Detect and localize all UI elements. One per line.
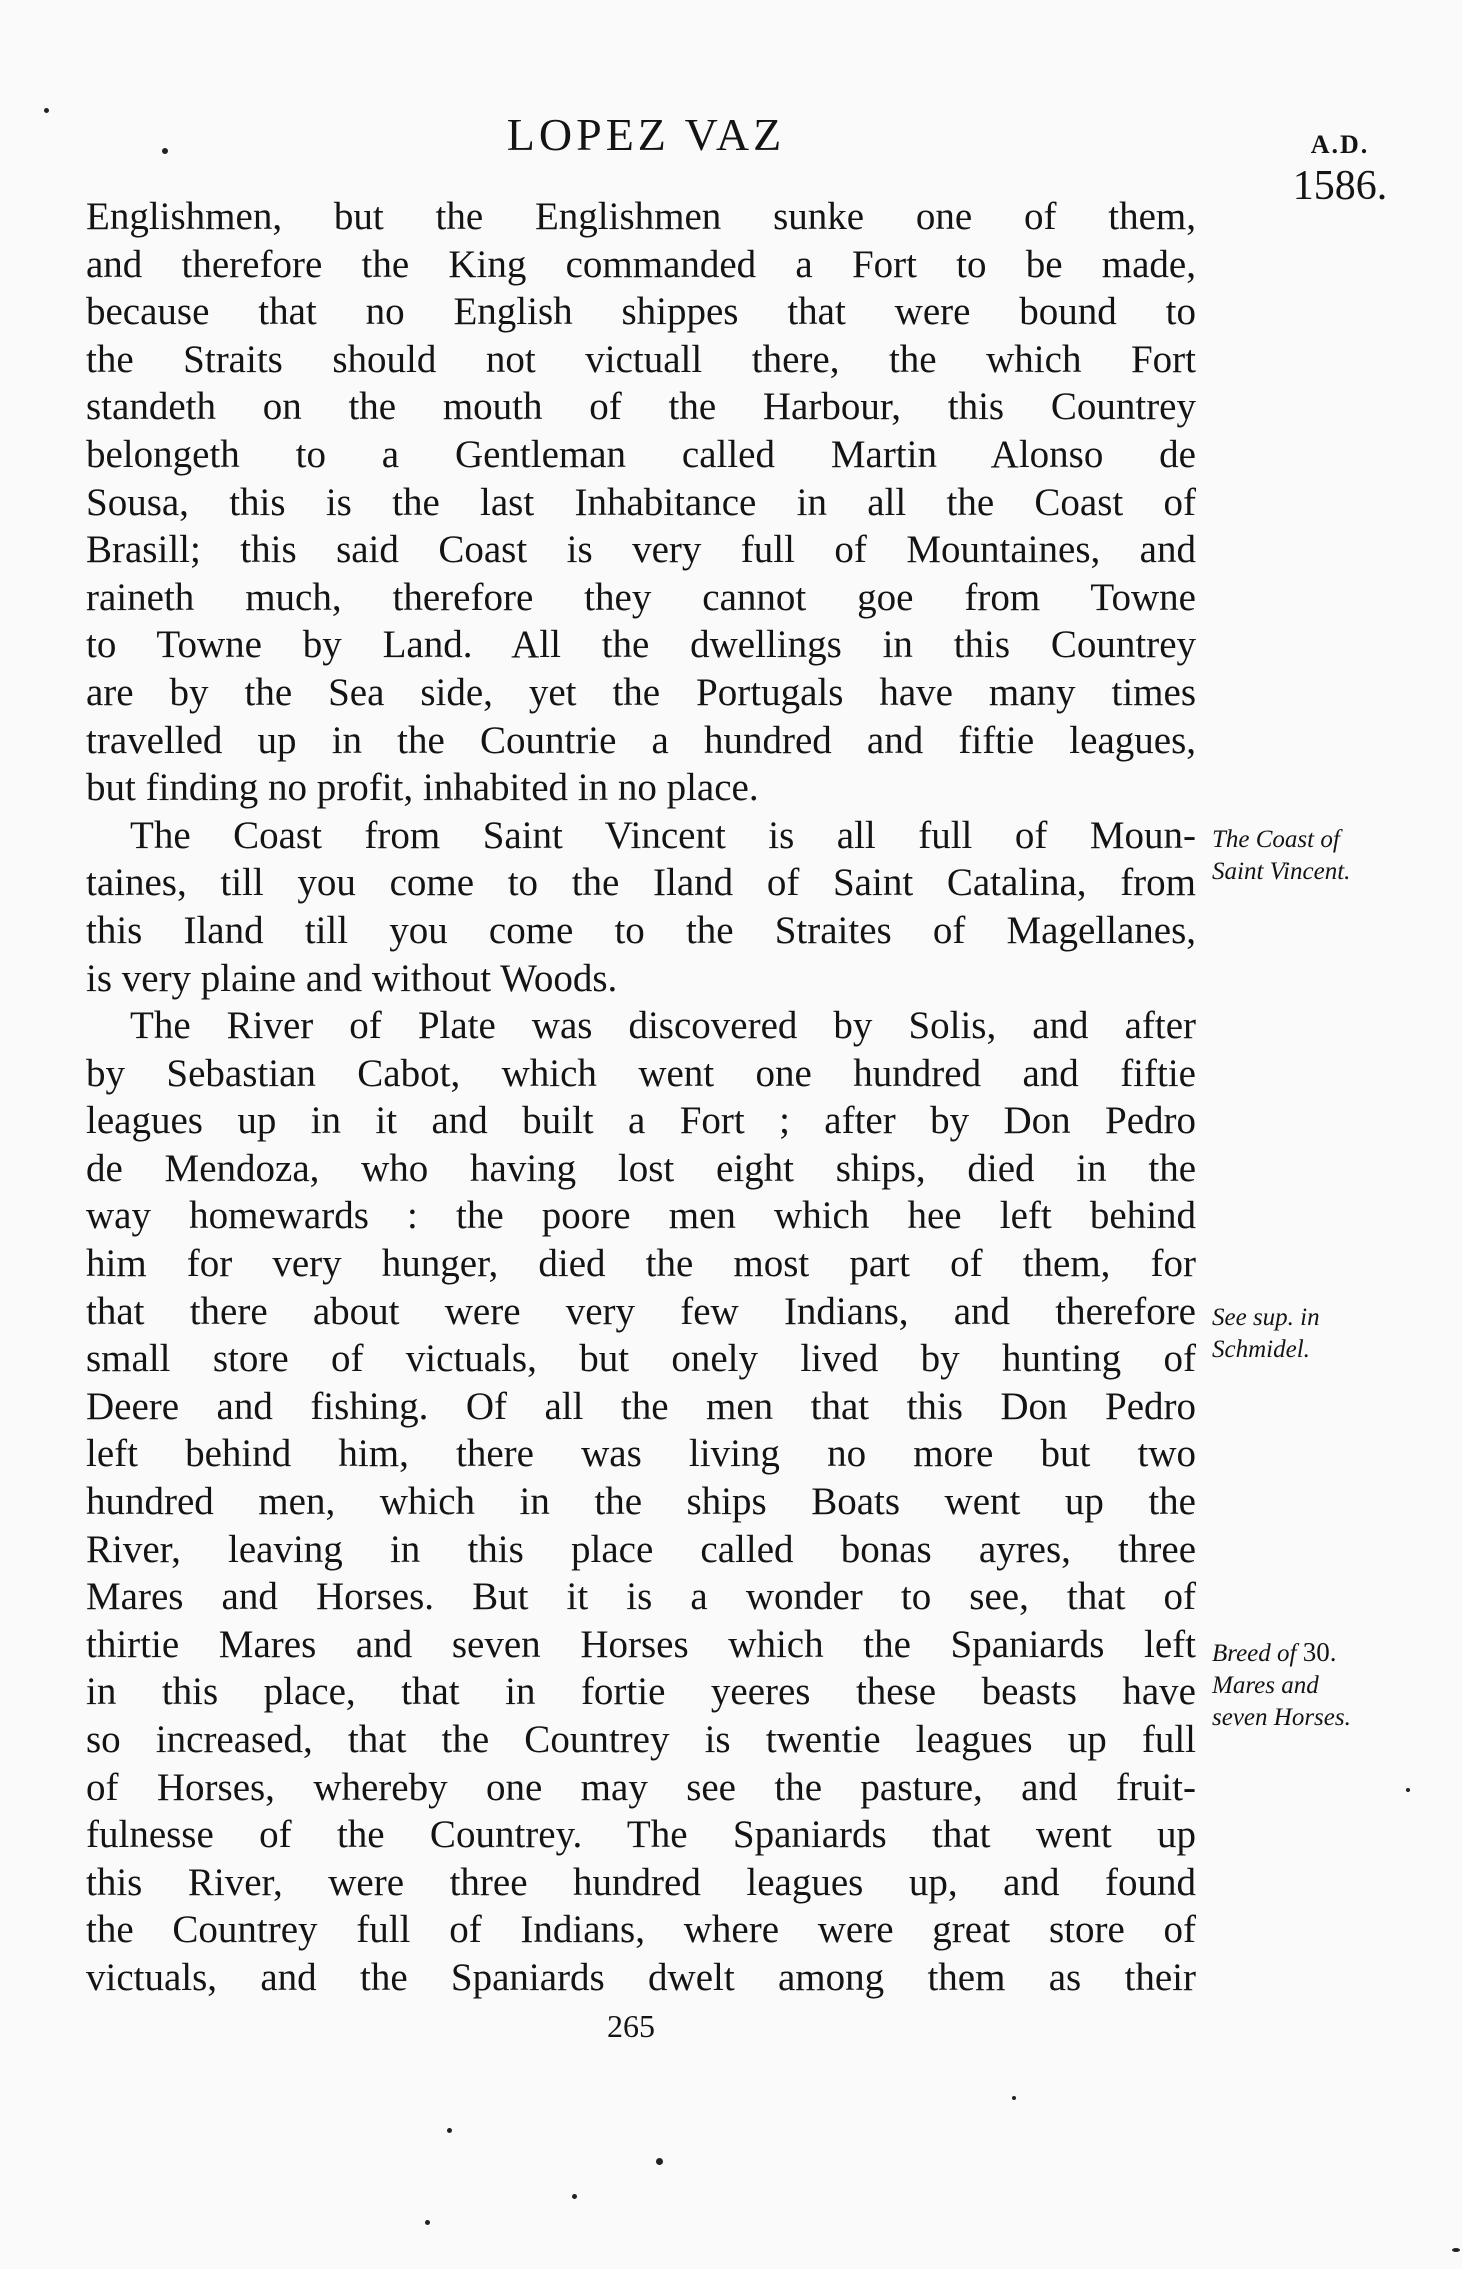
margin-date bbox=[1260, 130, 1420, 210]
body-text bbox=[86, 193, 1196, 2002]
year-label: 1586. bbox=[1292, 163, 1388, 209]
scan-speck bbox=[1452, 2248, 1460, 2252]
text-line: River, leaving in this place called bonas ayres, three bbox=[86, 1527, 1196, 1571]
text-line: belongeth to a Gentleman called Martin Alonso de bbox=[86, 432, 1196, 476]
text-line: but finding no profit, inhabited in no place. bbox=[86, 766, 759, 810]
text-line: of Horses, whereby one may see the pasture, and fruit- bbox=[86, 1765, 1196, 1809]
text-line: to Towne by Land. All the dwellings in this Countrey bbox=[86, 623, 1196, 667]
era-label: A.D. bbox=[1310, 130, 1370, 159]
text-line: Mares and Horses. But it is a wonder to see, that of bbox=[86, 1575, 1196, 1619]
sidenote-italic: Breed of bbox=[1212, 1640, 1297, 1667]
scan-speck bbox=[1406, 1788, 1410, 1792]
page-number: 265 bbox=[607, 2008, 655, 2044]
scan-speck bbox=[162, 148, 168, 154]
text-line: taines, till you come to the Iland of Saint Catalina, from bbox=[86, 861, 1196, 905]
text-line: are by the Sea side, yet the Portugals have many times bbox=[86, 670, 1196, 714]
scan-speck bbox=[447, 2128, 452, 2133]
scan-speck bbox=[656, 2158, 663, 2165]
text-line: so increased, that the Countrey is twentie leagues up full bbox=[86, 1718, 1196, 1761]
text-line: him for very hunger, died the most part of them, for bbox=[86, 1242, 1196, 1286]
text-line: Englishmen, but the Englishmen sunke one of them, bbox=[86, 195, 1196, 238]
text-line: The Coast from Saint Vincent is all full of Moun- bbox=[130, 813, 1196, 857]
sidenote-line: The Coast of bbox=[1212, 826, 1340, 853]
sidenote-breed-of-mares bbox=[1212, 1636, 1442, 1734]
sidenote-line: Saint Vincent. bbox=[1212, 858, 1351, 885]
text-line: that there about were very few Indians, and therefore bbox=[86, 1289, 1196, 1333]
running-head-title: LOPEZ VAZ bbox=[506, 109, 786, 160]
text-line: this River, were three hundred leagues up, and found bbox=[86, 1860, 1196, 1904]
text-line: way homewards : the poore men which hee left behind bbox=[86, 1194, 1196, 1238]
scan-speck bbox=[1012, 2096, 1016, 2100]
text-line: fulnesse of the Countrey. The Spaniards that went up bbox=[86, 1813, 1196, 1857]
text-line: raineth much, therefore they cannot goe from Towne bbox=[86, 575, 1196, 619]
scan-speck bbox=[572, 2194, 577, 2199]
text-line: Brasill; this said Coast is very full of Mountaines, and bbox=[86, 528, 1196, 572]
text-line: by Sebastian Cabot, which went one hundred and fiftie bbox=[86, 1051, 1196, 1095]
sidenote-coast-of-saint-vincent bbox=[1212, 824, 1442, 888]
sidenote-number: 30. bbox=[1302, 1637, 1337, 1667]
scan-speck bbox=[425, 2220, 430, 2225]
text-line: and therefore the King commanded a Fort to be made, bbox=[86, 242, 1196, 286]
text-line: de Mendoza, who having lost eight ships, died in the bbox=[86, 1146, 1196, 1190]
sidenote-line: Mares and bbox=[1212, 1672, 1319, 1699]
text-line: hundred men, which in the ships Boats went up the bbox=[86, 1480, 1196, 1524]
text-line: the Straits should not victuall there, the which Fort bbox=[86, 337, 1196, 381]
text-line: because that no English shippes that were bound to bbox=[86, 290, 1196, 334]
text-line: The River of Plate was discovered by Solis, and after bbox=[130, 1004, 1196, 1048]
sidenote-line: seven Horses. bbox=[1212, 1704, 1351, 1731]
text-line: is very plaine and without Woods. bbox=[86, 956, 618, 1000]
sidenote-line bbox=[1212, 1636, 1442, 1670]
text-line: Sousa, this is the last Inhabitance in all the Coast of bbox=[86, 480, 1196, 524]
text-line: Deere and fishing. Of all the men that this Don Pedro bbox=[86, 1384, 1196, 1428]
text-line: the Countrey full of Indians, where were great store of bbox=[86, 1908, 1196, 1952]
text-line: travelled up in the Countrie a hundred and fiftie leagues, bbox=[86, 718, 1196, 762]
text-line: thirtie Mares and seven Horses which the Spaniards left bbox=[86, 1622, 1196, 1666]
sidenote-line: Schmidel. bbox=[1212, 1336, 1310, 1363]
text-line: small store of victuals, but onely lived by hunting of bbox=[86, 1337, 1196, 1381]
text-line: in this place, that in fortie yeeres these beasts have bbox=[86, 1670, 1196, 1714]
scan-speck bbox=[44, 108, 49, 113]
sidenote-line: See sup. in bbox=[1212, 1304, 1320, 1331]
text-line: left behind him, there was living no more but two bbox=[86, 1432, 1196, 1476]
text-line: victuals, and the Spaniards dwelt among them as their bbox=[86, 1955, 1196, 1999]
sidenote-see-schmidel bbox=[1212, 1302, 1442, 1366]
text-line: this Iland till you come to the Straites of Magellanes, bbox=[86, 908, 1196, 952]
text-line: standeth on the mouth of the Harbour, this Countrey bbox=[86, 385, 1196, 429]
text-line: leagues up in it and built a Fort ; after by Don Pedro bbox=[86, 1099, 1196, 1143]
